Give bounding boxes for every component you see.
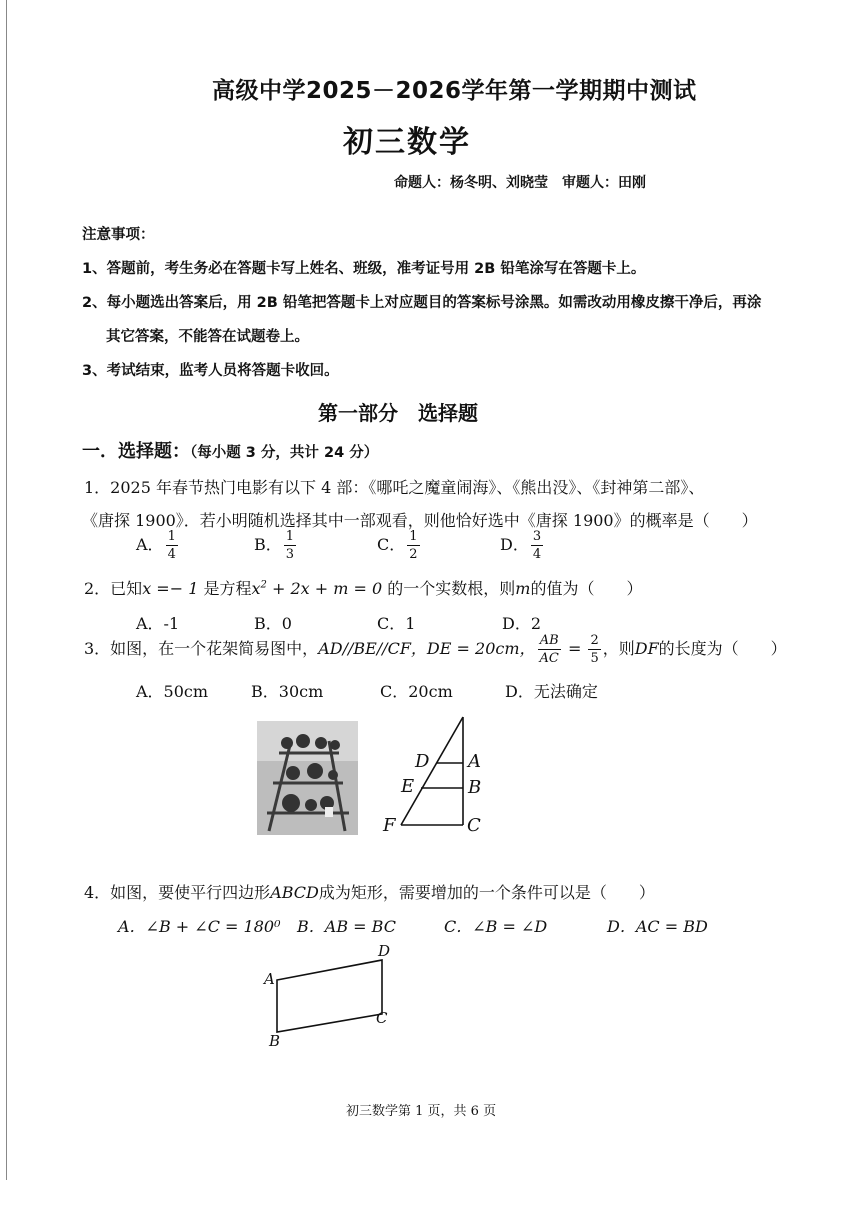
fraction-denominator: 5 <box>590 651 599 666</box>
q2-option-c: C．1 <box>377 614 416 633</box>
q3-geometry-figure <box>377 713 497 838</box>
label-B: B <box>269 1032 281 1050</box>
q4-prefix: 4．如图，要使平行四边形 <box>84 883 271 902</box>
exam-title: 高级中学2025－2026学年第一学期期中测试 <box>212 78 697 104</box>
q3-option-b: B．30cm <box>251 682 324 701</box>
label-C: C <box>467 815 481 836</box>
label-A: A <box>264 970 275 988</box>
q2-prefix: 2．已知 <box>84 579 143 598</box>
q2-eq-term: x <box>251 579 261 598</box>
fraction-numerator: AB <box>538 634 561 650</box>
q2-eq-rest: + 2x + m = 0 <box>266 579 383 598</box>
q2-suffix-b: 的值为（ ） <box>530 579 643 598</box>
q2-root-expression: x =− 1 <box>142 579 199 598</box>
q1-option-c-letter: C． <box>377 535 406 554</box>
label-F: F <box>383 815 396 836</box>
q4-parallelogram-figure <box>260 942 400 1050</box>
fraction-denominator: 4 <box>532 547 542 562</box>
fraction-denominator: 4 <box>167 547 176 562</box>
slanted-line <box>401 717 463 825</box>
q1-option-a-fraction <box>166 530 178 561</box>
label-D: D <box>415 751 430 772</box>
subject-title: 初三数学 <box>343 125 471 160</box>
q4-parallelogram-name: ABCD <box>270 883 319 902</box>
fraction-numerator: 1 <box>409 529 418 544</box>
q2-stem <box>84 576 642 599</box>
q1-option-b <box>254 530 298 561</box>
q4-suffix: 成为矩形，需要增加的一个条件可以是（ ） <box>318 883 655 902</box>
q2-option-b: B．0 <box>254 614 292 633</box>
q3-option-a: A．50cm <box>136 682 209 701</box>
q3-ratio-value <box>588 634 600 665</box>
q2-mid-text: 是方程 <box>198 579 252 598</box>
q1-option-a-letter: A． <box>136 535 164 554</box>
note-item-2-continued: 其它答案，不能答在试题卷上。 <box>106 329 309 345</box>
section-heading-row <box>82 437 378 463</box>
q4-option-c: C．∠B = ∠D <box>444 917 548 936</box>
q4-option-a: A．∠B + ∠C = 180⁰ <box>118 917 281 936</box>
q1-stem-line1: 1．2025 年春节热门电影有以下 4 部：《哪吒之魔童闹海》、《熊出没》、《封神第二部》、 <box>84 478 705 497</box>
q4-stem <box>84 880 655 903</box>
fraction-denominator: 2 <box>409 547 418 562</box>
q3-de-length: DE = 20cm， <box>426 639 536 658</box>
q1-option-d-fraction <box>531 530 543 561</box>
section-scoring-note: （每小题 3 分，共计 24 分） <box>190 445 379 461</box>
fraction-denominator: 3 <box>285 547 295 562</box>
q1-option-d <box>500 530 545 561</box>
q3-suffix-b: 的长度为（ ） <box>658 639 787 658</box>
label-C: C <box>376 1009 388 1027</box>
notes-heading: 注意事项： <box>82 227 155 243</box>
note-item-1: 1、答题前，考生务必在答题卡写上姓名、班级，准考证号用 2B 铅笔涂写在答题卡上。 <box>82 261 646 277</box>
q2-eq-exponent: 2 <box>260 579 267 591</box>
page-footer: 初三数学第 1 页，共 6 页 <box>346 1104 497 1119</box>
q1-option-b-letter: B． <box>254 535 282 554</box>
q2-option-d: D．2 <box>502 614 542 633</box>
note-item-3: 3、考试结束，监考人员将答题卡收回。 <box>82 363 339 379</box>
q3-stem <box>84 634 787 665</box>
label-B: B <box>468 777 482 798</box>
q2-variable-m: m <box>515 579 531 598</box>
q1-option-c-fraction <box>407 530 419 561</box>
q3-option-c: C．20cm <box>380 682 453 701</box>
page-left-edge <box>6 0 7 1180</box>
q3-parallel-lines: AD//BE//CF， <box>318 639 427 658</box>
q2-suffix-a: 的一个实数根，则 <box>382 579 516 598</box>
q1-stem-line2: 《唐探 1900》．若小明随机选择其中一部观看，则他恰好选中《唐探 1900》的概率是（ ） <box>82 511 758 530</box>
flower-shelf-photo <box>257 721 358 835</box>
fraction-numerator: 1 <box>167 529 176 544</box>
q3-ratio-fraction <box>538 634 561 665</box>
q3-suffix-a: ，则 <box>602 639 635 658</box>
q3-option-d: D．无法确定 <box>505 682 598 701</box>
q1-option-d-letter: D． <box>500 535 529 554</box>
q1-option-b-fraction <box>284 530 296 561</box>
label-D: D <box>378 942 391 960</box>
q3-df: DF <box>634 639 659 658</box>
q3-prefix: 3．如图，在一个花架简易图中， <box>84 639 319 658</box>
fraction-numerator: 3 <box>532 529 542 544</box>
authors-line: 命题人：杨冬明、刘晓莹 审题人：田刚 <box>394 175 646 191</box>
note-item-2: 2、每小题选出答案后，用 2B 铅笔把答题卡上对应题目的答案标号涂黑。如需改动用橡皮擦干净后，再涂 <box>82 295 762 311</box>
q4-option-d: D．AC = BD <box>607 917 708 936</box>
label-A: A <box>468 751 481 772</box>
label-E: E <box>401 776 415 797</box>
fraction-denominator: AC <box>539 651 559 666</box>
parallelogram-abcd <box>277 960 382 1032</box>
q3-equals: = <box>562 639 587 658</box>
q1-option-c <box>377 530 422 561</box>
q1-option-a <box>136 530 180 561</box>
q2-option-a: A．-1 <box>136 614 180 633</box>
fraction-numerator: 1 <box>285 529 295 544</box>
q2-equation <box>251 579 382 598</box>
section-heading: 一．选择题： <box>82 441 190 462</box>
q4-option-b: B．AB = BC <box>297 917 396 936</box>
fraction-numerator: 2 <box>590 633 599 648</box>
part-title: 第一部分 选择题 <box>318 401 478 425</box>
